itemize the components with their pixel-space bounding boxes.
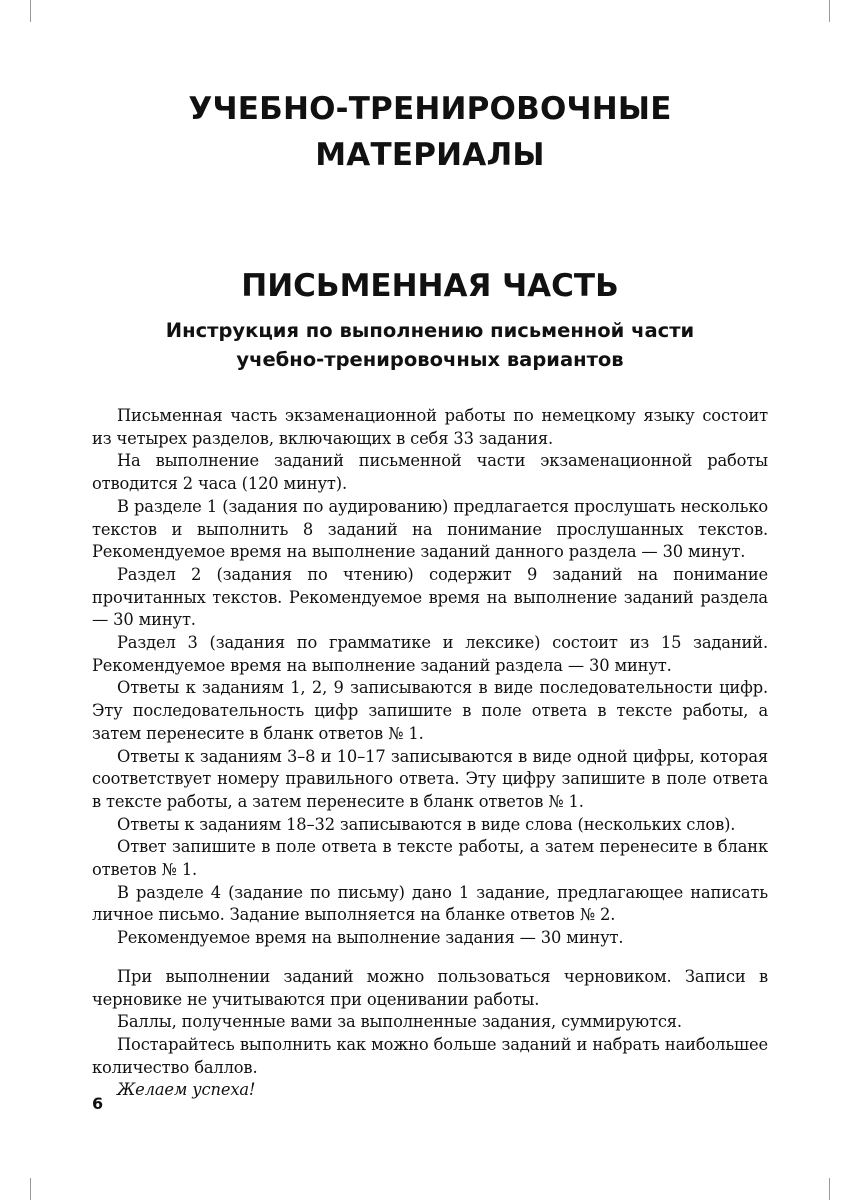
crop-mark-top-left [30, 0, 31, 22]
paragraph-section-4-time: Рекомендуемое время на выполнение задания — 30 минут. [117, 928, 624, 948]
closing-wish: Желаем успеха! [117, 1080, 256, 1100]
paragraph-section-2: Раздел 2 (задания по чтению) содержит 9 заданий на понимание прочитанных текстов. Рекомендуемое время на выполнение заданий раздела — 30 минут. [92, 564, 768, 630]
section-title: ПИСЬМЕННАЯ ЧАСТЬ [241, 268, 619, 304]
crop-mark-bottom-left [30, 1178, 31, 1200]
page-title [0, 86, 860, 178]
paragraph-answers-18-32: Ответы к заданиям 18–32 записываются в виде слова (нескольких слов). [117, 814, 736, 834]
section-subtitle [0, 316, 860, 374]
crop-mark-bottom-right [829, 1178, 830, 1200]
instruction-body [92, 405, 768, 1102]
paragraph-total-time: На выполнение заданий письменной части экзаменационной работы отводится 2 часа (120 минут). [92, 451, 768, 494]
page-title-line-1: УЧЕБНО-ТРЕНИРОВОЧНЫЕ [188, 91, 672, 127]
paragraph-answer-transfer: Ответ запишите в поле ответа в тексте работы, а затем перенесите в бланк ответов № 1. [92, 837, 768, 880]
crop-mark-top-right [829, 0, 830, 22]
subtitle-line-1: Инструкция по выполнению письменной части [165, 319, 695, 342]
paragraph-answers-1-2-9: Ответы к заданиям 1, 2, 9 записываются в виде последовательности цифр. Эту последовательность цифр запишите в поле ответа в тексте работы, а затем перенесите в бланк ответов № 1. [92, 678, 768, 743]
paragraph-draft: При выполнении заданий можно пользоваться черновиком. Записи в черновике не учитываются при оценивании работы. [92, 966, 768, 1009]
page-number: 6 [92, 1094, 104, 1113]
paragraph-section-1: В разделе 1 (задания по аудированию) предлагается прослушать несколько текстов и выполнить 8 заданий на понимание прослушанных текстов. Рекомендуемое время на выполнение заданий данного раздела — 30 минут. [92, 496, 768, 562]
paragraph-structure: Письменная часть экзаменационной работы по немецкому языку состоит из четырех разделов, включающих в себя 33 задания. [92, 406, 768, 448]
paragraph-section-4: В разделе 4 (задание по письму) дано 1 задание, предлагающее написать личное письмо. Задание выполняется на бланке ответов № 2. [92, 882, 768, 925]
paragraph-advice: Постарайтесь выполнить как можно больше заданий и набрать наибольшее количество баллов. [92, 1034, 768, 1077]
subtitle-line-2: учебно-тренировочных вариантов [236, 348, 624, 371]
paragraph-gap [92, 950, 768, 966]
paragraph-section-3: Раздел 3 (задания по грамматике и лексике) состоит из 15 заданий. Рекомендуемое время на выполнение заданий раздела — 30 минут. [92, 633, 768, 675]
paragraph-scores: Баллы, полученные вами за выполненные задания, суммируются. [117, 1012, 682, 1032]
page-title-line-2: МАТЕРИАЛЫ [315, 137, 545, 173]
paragraph-answers-3-17: Ответы к заданиям 3–8 и 10–17 записываются в виде одной цифры, которая соответствует номеру правильного ответа. Эту цифру запишите в поле ответа в тексте работы, а затем перенесите в бланк ответов № 1. [92, 746, 768, 811]
